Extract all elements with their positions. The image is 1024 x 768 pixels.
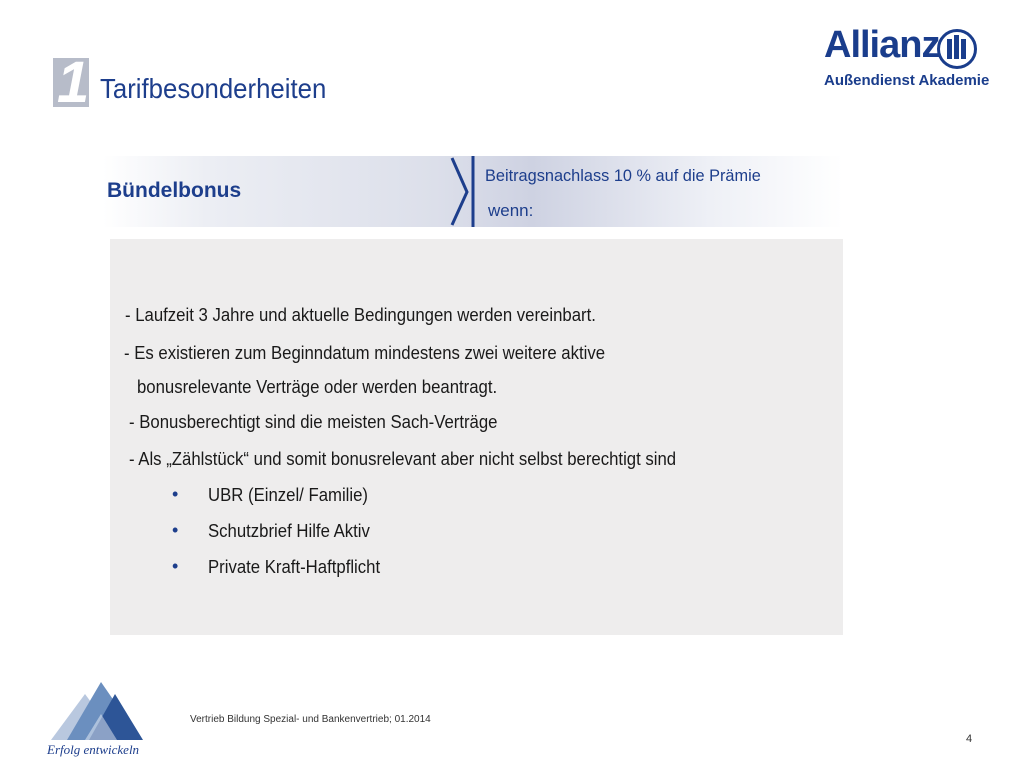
content-panel: [110, 239, 843, 635]
logo-name: Allianz: [824, 24, 940, 66]
bullet-icon: •: [172, 520, 179, 540]
bullet-item: Private Kraft-Haftpflicht: [208, 557, 381, 577]
band-right-line-1: Beitragsnachlass 10 % auf die Prämie: [485, 166, 761, 185]
page-title: Tarifbesonderheiten: [100, 73, 327, 104]
band-right-line-2: wenn:: [488, 201, 534, 220]
chevron-divider-icon: [446, 156, 476, 227]
bullet-icon: •: [172, 556, 179, 576]
section-number-box: [53, 50, 89, 115]
content-line: - Laufzeit 3 Jahre und aktuelle Bedingungen werden vereinbart.: [125, 305, 596, 325]
logo-subtitle: Außendienst Akademie: [824, 72, 990, 89]
allianz-eagle-icon: [937, 29, 977, 69]
section-number: 1: [57, 50, 88, 115]
allianz-logo: [820, 24, 990, 94]
content-line: - Als „Zählstück“ und somit bonusrelevant aber nicht selbst berechtigt sind: [129, 449, 677, 469]
header-band: [103, 156, 843, 227]
page-number: 4: [966, 733, 973, 745]
content-line: bonusrelevante Verträge oder werden beantragt.: [137, 377, 498, 397]
band-left-label: Bündelbonus: [107, 179, 242, 202]
bullet-item: Schutzbrief Hilfe Aktiv: [208, 521, 370, 541]
content-line: - Bonusberechtigt sind die meisten Sach-Verträge: [129, 412, 498, 432]
footer-text: Vertrieb Bildung Spezial- und Bankenvertrieb; 01.2014: [190, 714, 431, 725]
bullet-icon: •: [172, 484, 179, 504]
bullet-item: UBR (Einzel/ Familie): [208, 485, 368, 505]
footer-logo: [45, 674, 155, 758]
content-line: - Es existieren zum Beginndatum mindestens zwei weitere aktive: [124, 343, 606, 363]
footer-logo-script: Erfolg entwickeln: [47, 742, 140, 757]
